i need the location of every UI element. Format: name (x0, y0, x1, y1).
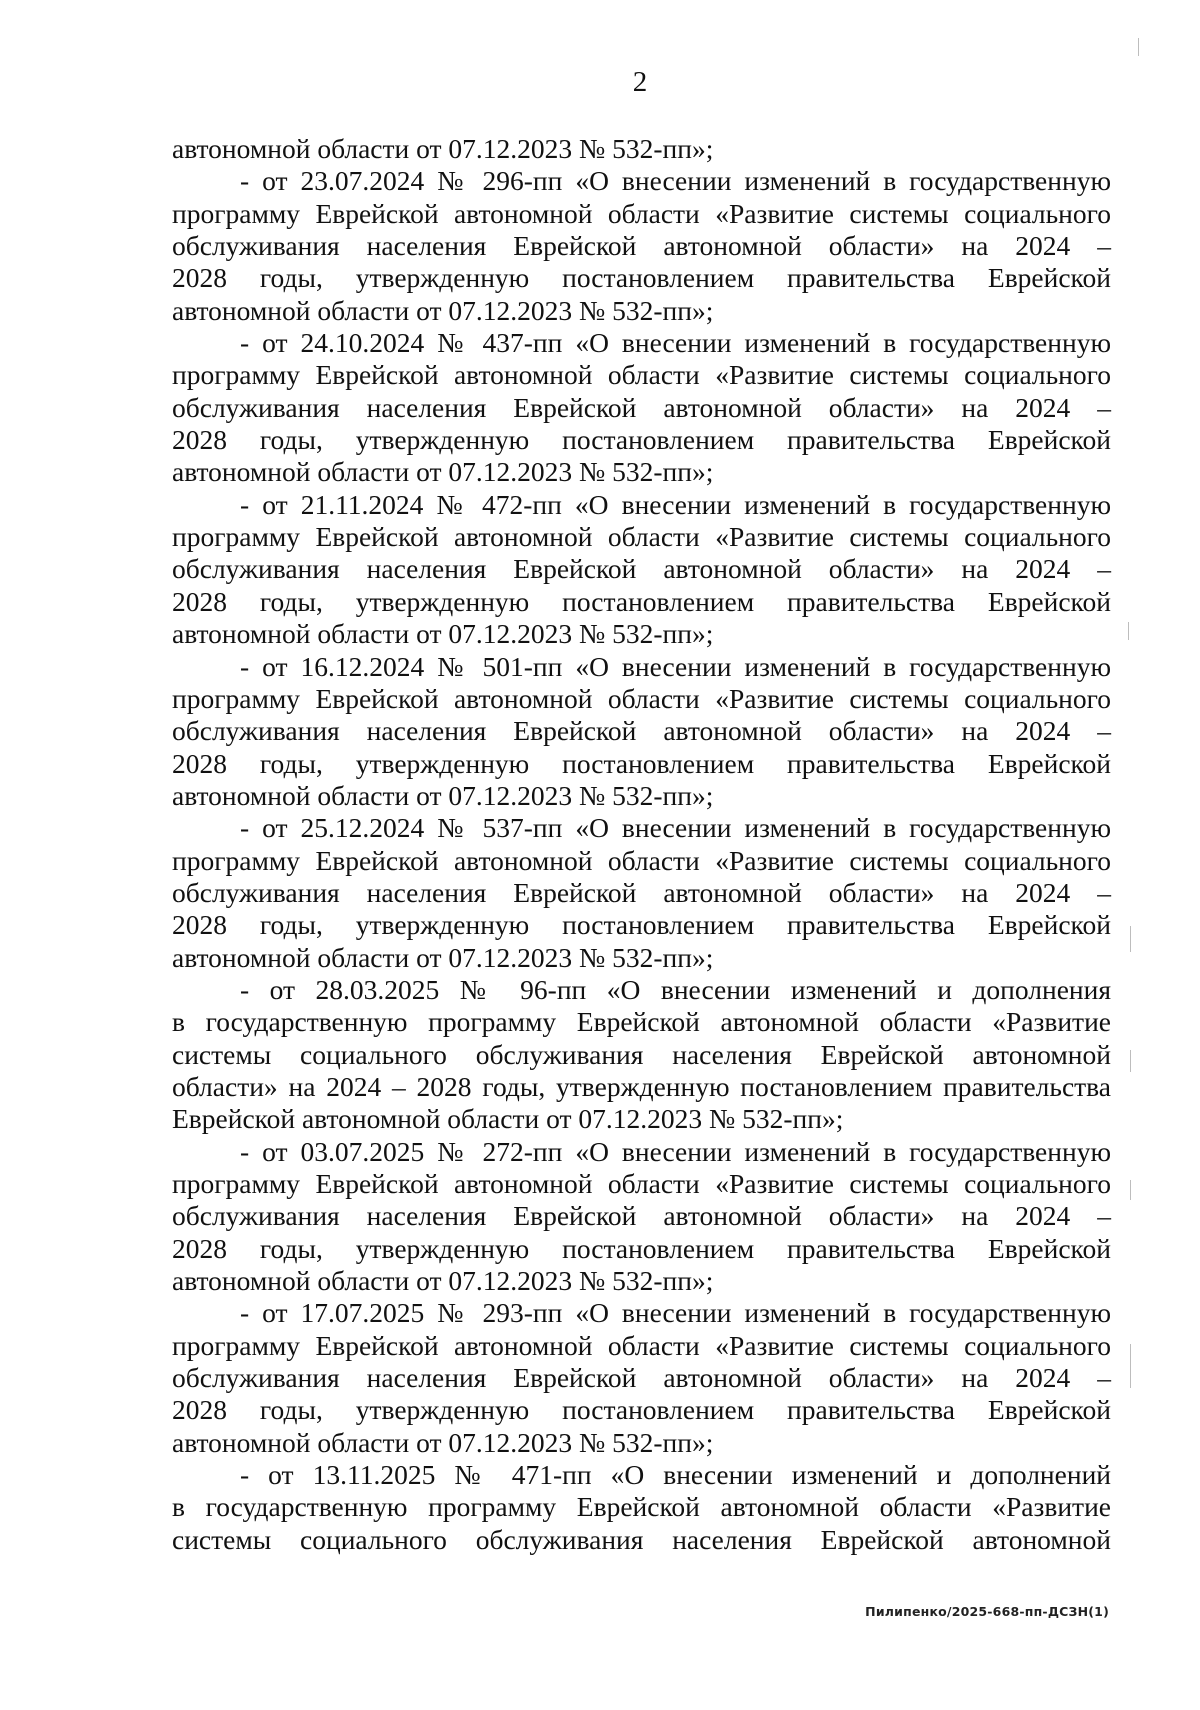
scan-artifact-line (1138, 38, 1139, 56)
text-line: обслуживания населения Еврейской автономной области» на 2024 – (172, 1200, 1111, 1232)
text-line: 2028 годы, утвержденную постановлением правительства Еврейской (172, 1232, 1111, 1264)
text-line: автономной области от 07.12.2023 № 532-пп»; (172, 1426, 714, 1458)
scan-artifact-line (1130, 1180, 1131, 1200)
text-line: - от 16.12.2024 № 501-пп «О внесении изменений в государственную (240, 650, 1111, 682)
text-line: программу Еврейской автономной области «Развитие системы социального (172, 844, 1111, 876)
text-line: программу Еврейской автономной области «Развитие системы социального (172, 521, 1111, 553)
text-line: - от 24.10.2024 № 437-пп «О внесении изменений в государственную (240, 327, 1111, 359)
text-line: - от 25.12.2024 № 537-пп «О внесении изменений в государственную (240, 812, 1111, 844)
text-line: обслуживания населения Еврейской автономной области» на 2024 – (172, 230, 1111, 262)
scan-artifact-line (1128, 622, 1129, 640)
text-line: 2028 годы, утвержденную постановлением правительства Еврейской (172, 747, 1111, 779)
text-line: 2028 годы, утвержденную постановлением правительства Еврейской (172, 585, 1111, 617)
text-line: - от 13.11.2025 № 471-пп «О внесении изменений и дополнений (240, 1459, 1111, 1491)
text-line: обслуживания населения Еврейской автономной области» на 2024 – (172, 876, 1111, 908)
text-line: - от 03.07.2025 № 272-пп «О внесении изменений в государственную (240, 1135, 1111, 1167)
text-line: - от 23.07.2024 № 296-пп «О внесении изменений в государственную (240, 165, 1111, 197)
text-line: обслуживания населения Еврейской автономной области» на 2024 – (172, 715, 1111, 747)
text-line: в государственную программу Еврейской автономной области «Развитие (172, 1491, 1111, 1523)
text-line: 2028 годы, утвержденную постановлением правительства Еврейской (172, 1394, 1111, 1426)
text-line: обслуживания населения Еврейской автономной области» на 2024 – (172, 1362, 1111, 1394)
scan-artifact-line (1130, 1344, 1131, 1388)
text-line: автономной области от 07.12.2023 № 532-пп»; (172, 456, 714, 488)
text-line: в государственную программу Еврейской автономной области «Развитие (172, 1006, 1111, 1038)
text-line: - от 21.11.2024 № 472-пп «О внесении изменений в государственную (240, 488, 1111, 520)
text-line: системы социального обслуживания населения Еврейской автономной (172, 1523, 1111, 1555)
text-line: автономной области от 07.12.2023 № 532-пп»; (172, 294, 714, 326)
document-body (172, 133, 1111, 1556)
text-line: программу Еврейской автономной области «Развитие системы социального (172, 1168, 1111, 1199)
text-line: обслуживания населения Еврейской автономной области» на 2024 – (172, 391, 1111, 423)
scan-artifact-line (1130, 926, 1131, 952)
scan-artifact-line (1130, 1050, 1131, 1072)
text-line: автономной области от 07.12.2023 № 532-пп»; (172, 133, 714, 164)
text-line: - от 17.07.2025 № 293-пп «О внесении изменений в государственную (240, 1297, 1111, 1329)
text-line: 2028 годы, утвержденную постановлением правительства Еврейской (172, 262, 1111, 294)
text-line: программу Еврейской автономной области «Развитие системы социального (172, 197, 1111, 229)
text-line: области» на 2024 – 2028 годы, утвержденную постановлением правительства (172, 1070, 1111, 1102)
text-line: 2028 годы, утвержденную постановлением правительства Еврейской (172, 909, 1111, 941)
text-line: программу Еврейской автономной области «Развитие системы социального (172, 359, 1111, 391)
text-line: автономной области от 07.12.2023 № 532-пп»; (172, 1265, 714, 1297)
text-line: программу Еврейской автономной области «Развитие системы социального (172, 682, 1111, 714)
text-line: автономной области от 07.12.2023 № 532-пп»; (172, 941, 714, 973)
text-line: автономной области от 07.12.2023 № 532-пп»; (172, 779, 714, 811)
text-line: Еврейской автономной области от 07.12.2023 № 532-пп»; (172, 1103, 844, 1135)
text-line: автономной области от 07.12.2023 № 532-пп»; (172, 618, 714, 650)
text-line: - от 28.03.2025 № 96-пп «О внесении изменений и дополнения (240, 973, 1111, 1005)
text-line: программу Еврейской автономной области «Развитие системы социального (172, 1329, 1111, 1361)
document-reference-code: Пилипенко/2025-668-пп-ДСЗН(1) (865, 1604, 1109, 1619)
text-line: обслуживания населения Еврейской автономной области» на 2024 – (172, 553, 1111, 585)
text-line: системы социального обслуживания населения Еврейской автономной (172, 1038, 1111, 1070)
text-line: 2028 годы, утвержденную постановлением правительства Еврейской (172, 424, 1111, 456)
page-number: 2 (632, 66, 648, 98)
